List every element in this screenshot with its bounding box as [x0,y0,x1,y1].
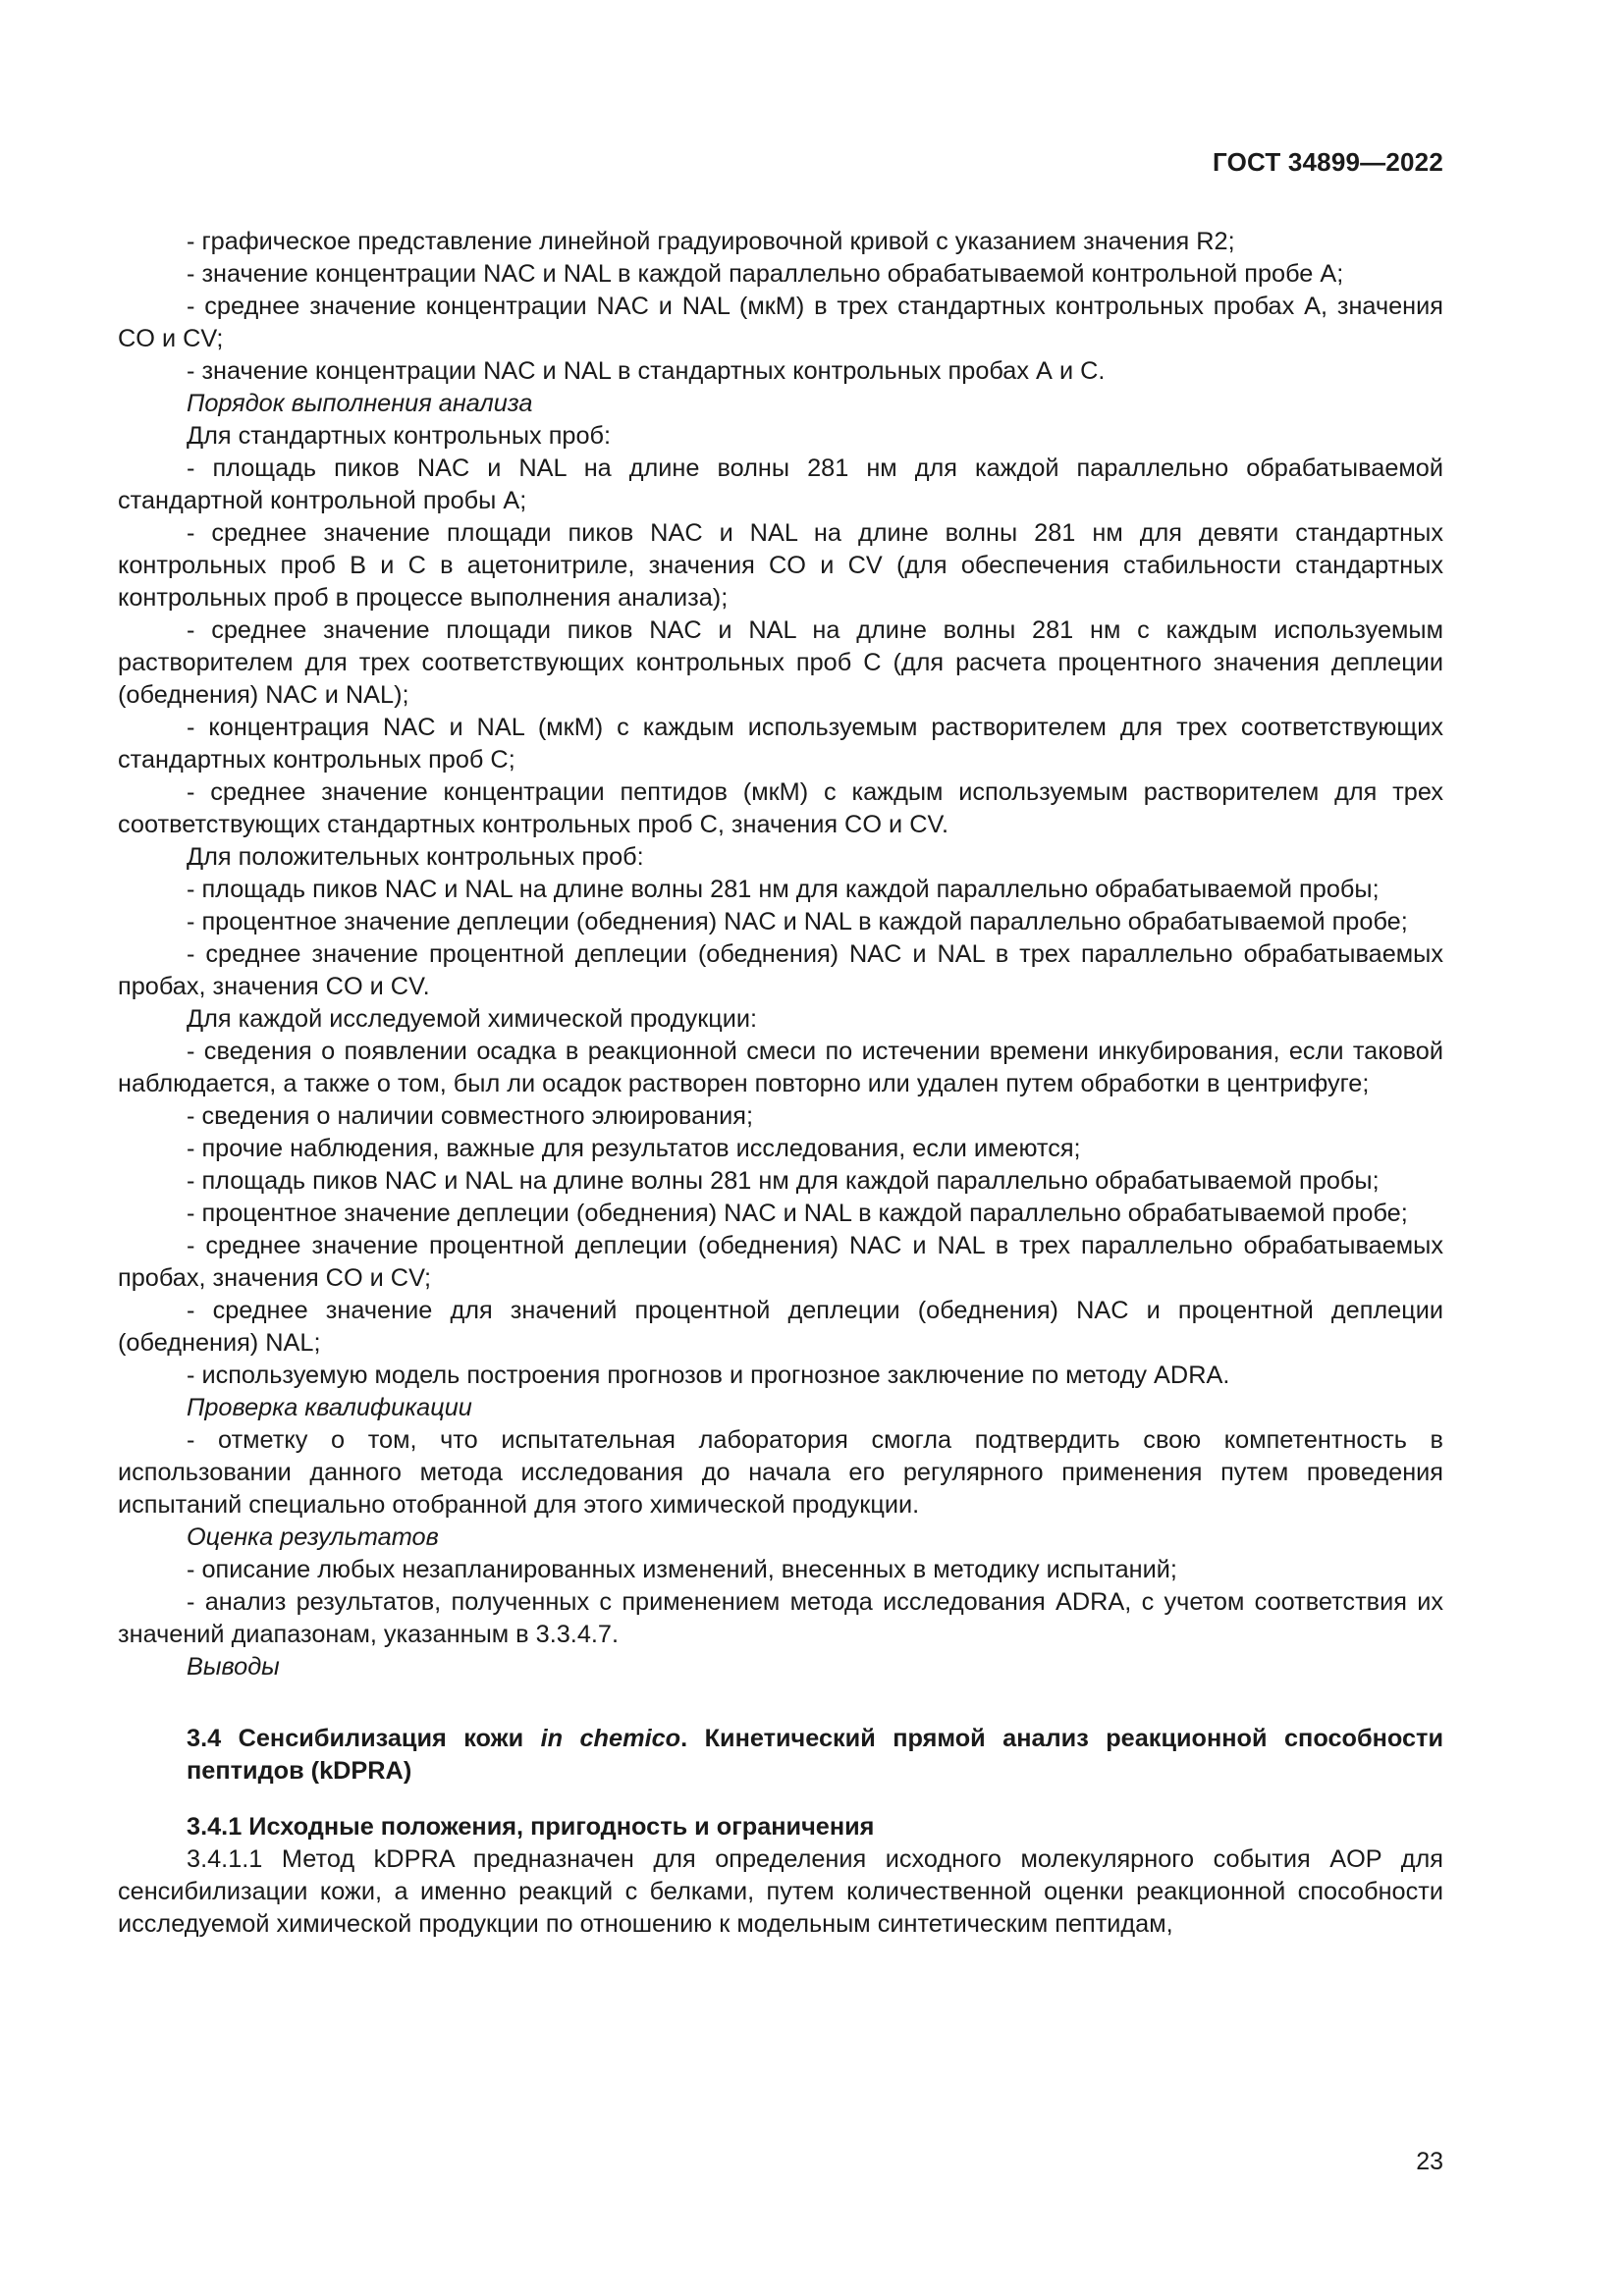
section-heading-3-4 [187,1723,1443,1788]
list-paragraph: Для каждой исследуемой химической продукции: [187,1005,758,1033]
page-number: 23 [1416,2148,1443,2175]
paragraph-list [118,226,1443,1683]
list-paragraph: - прочие наблюдения, важные для результатов исследования, если имеются; [187,1135,1081,1162]
paragraph-3-4-1-1: 3.4.1.1 Метод kDPRA предназначен для определения исходного молекулярного события AOP для сенсибилизации кожи, а именно реакций с белками, путем количественной оценки реакционной способности исследуемой химической продукции по отношению к модельным синтетическим пептидам, [118,1845,1443,1938]
list-paragraph: - среднее значение концентрации NAC и NAL (мкМ) в трех стандартных контрольных пробах А, значения CO и CV; [118,293,1443,352]
list-paragraph: - описание любых незапланированных изменений, внесенных в методику испытаний; [187,1556,1177,1583]
list-paragraph: - сведения о наличии совместного элюирования; [187,1102,753,1130]
list-paragraph: - значение концентрации NAC и NAL в каждой параллельно обрабатываемой контрольной пробе А; [187,260,1344,288]
list-paragraph: - используемую модель построения прогнозов и прогнозное заключение по методу ADRA. [187,1362,1230,1389]
list-paragraph: - среднее значение концентрации пептидов (мкМ) с каждым используемым растворителем для трех соответствующих стандартных контрольных проб С, значения CO и CV. [118,778,1443,838]
document-body [118,226,1443,1941]
list-paragraph: - графическое представление линейной градуировочной кривой с указанием значения R2; [187,228,1235,255]
subsection-label: Порядок выполнения анализа [187,390,533,417]
list-paragraph: - площадь пиков NAC и NAL на длине волны 281 нм для каждой параллельно обрабатываемой стандартной контрольной пробы А; [118,454,1443,514]
list-paragraph: - сведения о появлении осадка в реакционной смеси по истечении времени инкубирования, если таковой наблюдается, а также о том, был ли осадок растворен повторно или удален путем обработки в центрифуге; [118,1038,1443,1097]
document-code: ГОСТ 34899—2022 [1213,147,1443,177]
list-paragraph: - среднее значение площади пиков NAC и NAL на длине волны 281 нм с каждым используемым растворителем для трех соответствующих контрольных проб С (для расчета процентного значения деплеции (обеднения) NAC и NAL); [118,616,1443,709]
list-paragraph: - среднее значение для значений процентной деплеции (обеднения) NAC и процентной деплеции (обеднения) NAL; [118,1297,1443,1357]
section-heading-3-4-end: . Кинетический прямой анализ реакционной способности пептидов (kDPRA) [187,1725,1444,1785]
list-paragraph: - значение концентрации NAC и NAL в стандартных контрольных пробах А и С. [187,357,1106,385]
list-paragraph: - отметку о том, что испытательная лаборатория смогла подтвердить свою компетентность в использовании данного метода исследования до начала его регулярного применения путем проведения испытаний специально отобранной для этого химической продукции. [118,1426,1443,1519]
subsection-label: Выводы [187,1653,280,1681]
list-paragraph: - среднее значение процентной деплеции (обеднения) NAC и NAL в трех параллельно обрабатываемых пробах, значения CO и CV. [118,940,1443,1000]
list-paragraph: Для стандартных контрольных проб: [187,422,612,450]
subsection-label: Проверка квалификации [187,1394,472,1421]
section-heading-3-4-start: 3.4 Сенсибилизация кожи [187,1725,541,1752]
subsection-label: Оценка результатов [187,1523,439,1551]
section-heading-3-4-italic: in chemico [540,1725,681,1752]
list-paragraph: - среднее значение площади пиков NAC и NAL на длине волны 281 нм для девяти стандартных контрольных проб В и С в ацетонитриле, значения CO и CV (для обеспечения стабильности стандартных контрольных проб в процессе выполнения анализа); [118,519,1443,612]
list-paragraph: Для положительных контрольных проб: [187,843,644,871]
list-paragraph: - анализ результатов, полученных с применением метода исследования ADRA, с учетом соответствия их значений диапазонам, указанным в 3.3.4.7. [118,1588,1443,1648]
list-paragraph: - площадь пиков NAC и NAL на длине волны 281 нм для каждой параллельно обрабатываемой пробы; [187,876,1380,903]
list-paragraph: - площадь пиков NAC и NAL на длине волны 281 нм для каждой параллельно обрабатываемой пробы; [187,1167,1380,1195]
list-paragraph: - среднее значение процентной деплеции (обеднения) NAC и NAL в трех параллельно обрабатываемых пробах, значения CO и CV; [118,1232,1443,1292]
list-paragraph: - процентное значение деплеции (обеднения) NAC и NAL в каждой параллельно обрабатываемой пробе; [187,908,1408,935]
list-paragraph: - процентное значение деплеции (обеднения) NAC и NAL в каждой параллельно обрабатываемой пробе; [187,1200,1408,1227]
section-heading-3-4-1: 3.4.1 Исходные положения, пригодность и ограничения [187,1813,875,1841]
list-paragraph: - концентрация NAC и NAL (мкМ) с каждым используемым растворителем для трех соответствующих стандартных контрольных проб С; [118,714,1443,774]
